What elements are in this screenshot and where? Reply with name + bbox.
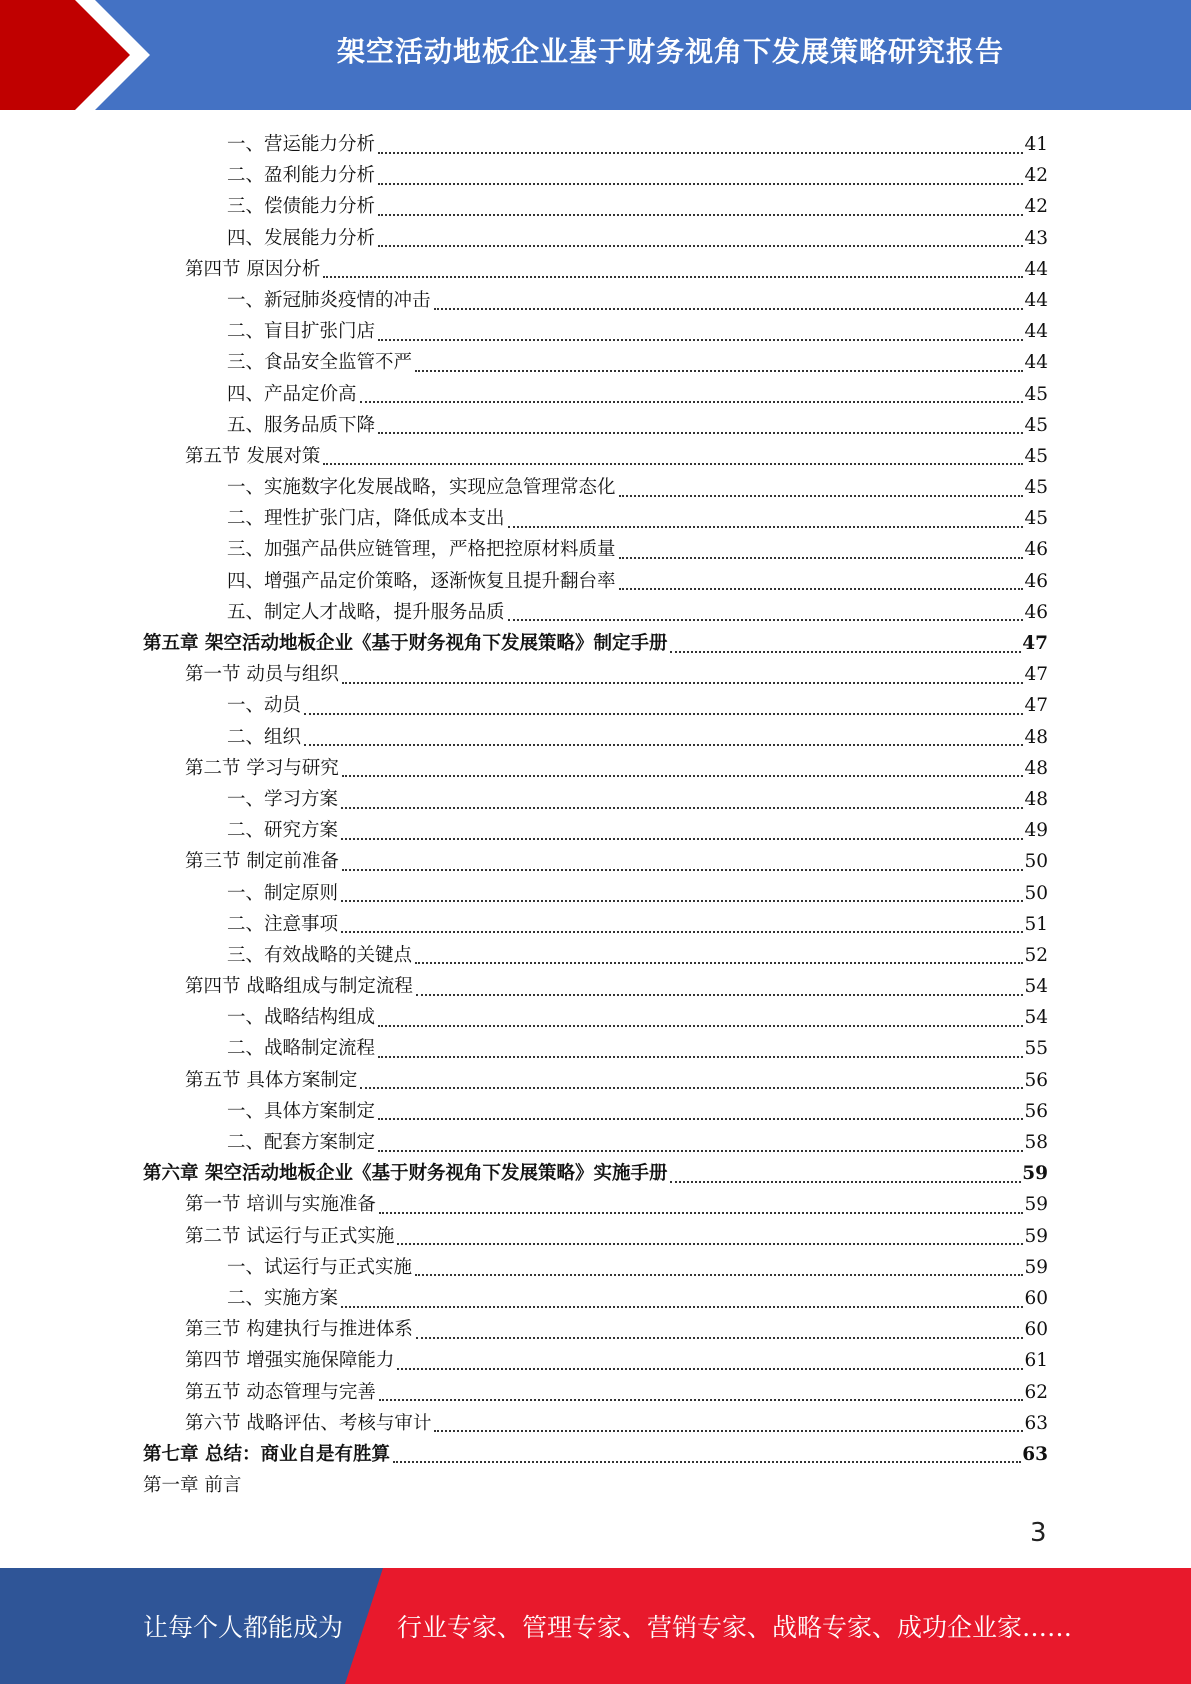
toc-dot-leader [508,619,1024,621]
toc-dot-leader [342,682,1024,684]
toc-entry-label: 二、盈利能力分析 [227,165,376,187]
toc-entry[interactable] [143,690,1048,721]
toc-entry-label: 第二节 试运行与正式实施 [185,1225,395,1247]
toc-entry-label: 第一节 培训与实施准备 [185,1194,376,1216]
toc-dot-leader [397,1368,1023,1370]
toc-entry-label: 一、制定原则 [227,882,339,904]
toc-entry-page: 54 [1024,1007,1048,1029]
toc-entry-label: 三、食品安全监管不严 [227,352,413,374]
toc-entry-label: 三、有效战略的关键点 [227,944,413,966]
toc-section-entry[interactable] [143,971,1048,1002]
toc-entry-label: 三、偿债能力分析 [227,196,376,218]
toc-entry-label: 第三节 制定前准备 [185,851,339,873]
toc-dot-leader [415,1274,1023,1276]
toc-entry[interactable] [143,1470,1048,1501]
toc-dot-leader [341,900,1023,902]
toc-entry-page: 44 [1024,258,1048,280]
toc-entry-page: 46 [1024,570,1048,592]
toc-entry[interactable] [143,815,1048,846]
toc-dot-leader [416,1337,1024,1339]
toc-entry-label: 第四节 战略组成与制定流程 [185,976,413,998]
toc-entry-label: 第三节 构建执行与推进体系 [185,1319,413,1341]
toc-entry-page: 44 [1024,352,1048,374]
toc-entry[interactable] [143,909,1048,940]
toc-section-entry[interactable] [143,1377,1048,1408]
toc-entry-page: 42 [1024,196,1048,218]
toc-dot-leader [415,962,1023,964]
toc-entry[interactable] [143,285,1048,316]
toc-entry-page: 46 [1024,601,1048,623]
toc-entry-page: 58 [1024,1132,1048,1153]
toc-section-entry[interactable] [143,753,1048,784]
toc-entry[interactable] [143,784,1048,815]
toc-entry-page: 52 [1024,944,1048,966]
toc-entry[interactable] [143,160,1048,191]
toc-section-entry[interactable] [143,1314,1048,1345]
toc-dot-leader [323,463,1023,465]
toc-entry-page: 59 [1022,1163,1048,1185]
toc-entry-page: 45 [1024,383,1048,405]
toc-dot-leader [670,651,1021,653]
toc-entry-page: 56 [1024,1069,1048,1091]
toc-entry[interactable] [143,597,1048,628]
toc-entry[interactable] [143,1283,1048,1314]
toc-dot-leader [378,1056,1023,1058]
toc-entry-label: 四、增强产品定价策略，逐渐恢复且提升翻台率 [227,570,616,592]
toc-dot-leader [341,807,1023,809]
toc-entry-label: 二、组织 [227,726,302,748]
toc-dot-leader [378,1118,1023,1120]
toc-entry-label: 二、研究方案 [227,820,339,842]
toc-dot-leader [342,775,1024,777]
toc-section-entry[interactable] [143,1345,1048,1376]
toc-entry-label: 二、盲目扩张门店 [227,321,376,343]
toc-chapter-entry[interactable] [143,628,1048,659]
toc-dot-leader [379,1212,1024,1214]
toc-entry-label: 一、战略结构组成 [227,1007,376,1029]
toc-entry-page: 43 [1024,227,1048,249]
toc-entry-page: 60 [1024,1287,1048,1309]
toc-entry-page: 59 [1024,1194,1048,1216]
toc-entry-label: 一、具体方案制定 [227,1100,376,1122]
toc-entry-page: 51 [1024,913,1048,935]
toc-entry-page: 47 [1022,633,1048,654]
toc-section-entry[interactable] [143,254,1048,285]
toc-dot-leader [508,526,1024,528]
toc-section-entry[interactable] [143,659,1048,690]
toc-dot-leader [670,1181,1021,1183]
toc-entry-label: 第四节 增强实施保障能力 [185,1350,395,1372]
toc-entry-label: 一、实施数字化发展战略，实现应急管理常态化 [227,477,616,499]
toc-entry-label: 第七章 总结：商业自是有胜算 [143,1443,390,1465]
page-number: 3 [1030,1518,1047,1548]
toc-chapter-entry[interactable] [143,1439,1048,1470]
toc-section-entry[interactable] [143,1065,1048,1096]
toc-dot-leader [397,1243,1023,1245]
toc-dot-leader [341,1306,1023,1308]
toc-entry-label: 第五节 发展对策 [185,445,321,467]
toc-entry-page: 50 [1024,851,1048,873]
toc-dot-leader [379,1399,1024,1401]
toc-entry[interactable] [143,878,1048,909]
toc-entry-label: 一、学习方案 [227,788,339,810]
toc-entry-label: 四、发展能力分析 [227,227,376,249]
toc-entry-page: 59 [1024,1256,1048,1278]
toc-section-entry[interactable] [143,846,1048,877]
toc-entry-label: 第六节 战略评估、考核与审计 [185,1412,432,1434]
toc-chapter-entry[interactable] [143,1158,1048,1189]
toc-dot-leader [341,931,1023,933]
toc-entry-label: 一、动员 [227,695,302,717]
toc-section-entry[interactable] [143,1189,1048,1220]
toc-entry-label: 五、制定人才战略，提升服务品质 [227,601,505,623]
toc-entry-label: 三、加强产品供应链管理，严格把控原材料质量 [227,539,616,561]
toc-entry-page: 45 [1024,508,1048,530]
toc-entry-label: 第六章 架空活动地板企业《基于财务视角下发展策略》实施手册 [143,1163,668,1185]
toc-dot-leader [415,370,1023,372]
toc-dot-leader [378,183,1023,185]
toc-entry-label: 第一章 前言 [143,1475,242,1497]
toc-entry-page: 48 [1024,788,1048,810]
toc-entry[interactable] [143,379,1048,410]
toc-entry[interactable] [143,1033,1048,1064]
toc-entry-label: 五、服务品质下降 [227,414,376,436]
toc-entry[interactable] [143,1096,1048,1127]
toc-dot-leader [378,339,1023,341]
toc-entry-label: 第五节 动态管理与完善 [185,1381,376,1403]
page-header [0,0,1191,110]
toc-entry[interactable] [143,410,1048,441]
toc-entry[interactable] [143,1127,1048,1158]
toc-entry-page: 50 [1024,882,1048,904]
toc-entry[interactable] [143,472,1048,503]
footer-slogan-right: 行业专家、管理专家、营销专家、战略专家、成功企业家…… [397,1613,1073,1642]
toc-entry-page: 54 [1024,976,1048,998]
toc-entry[interactable] [143,347,1048,378]
toc-dot-leader [378,152,1023,154]
toc-dot-leader [416,994,1024,996]
toc-entry-page: 47 [1024,695,1048,717]
toc-entry-label: 第五节 具体方案制定 [185,1069,358,1091]
toc-dot-leader [619,557,1024,559]
toc-entry[interactable] [143,316,1048,347]
toc-entry-page: 42 [1024,165,1048,187]
toc-entry-page: 49 [1024,820,1048,842]
toc-entry[interactable] [143,191,1048,222]
toc-dot-leader [342,869,1024,871]
toc-dot-leader [323,276,1023,278]
toc-dot-leader [434,1430,1023,1432]
toc-dot-leader [304,713,1023,715]
toc-entry-page: 46 [1024,539,1048,561]
page-footer [0,1568,1191,1684]
toc-section-entry[interactable] [143,1221,1048,1252]
toc-entry-label: 二、理性扩张门店，降低成本支出 [227,508,505,530]
toc-entry-label: 第二节 学习与研究 [185,757,339,779]
toc-dot-leader [378,214,1023,216]
toc-entry-label: 二、注意事项 [227,913,339,935]
toc-entry[interactable] [143,722,1048,753]
toc-entry-label: 第四节 原因分析 [185,258,321,280]
toc-section-entry[interactable] [143,441,1048,472]
toc-entry-page: 41 [1024,134,1048,155]
toc-entry[interactable] [143,1252,1048,1283]
toc-entry-page: 59 [1024,1225,1048,1247]
toc-entry[interactable] [143,1002,1048,1033]
toc-dot-leader [619,588,1024,590]
toc-dot-leader [378,245,1023,247]
toc-entry-label: 一、营运能力分析 [227,134,376,155]
footer-slogan-left: 让每个人都能成为 [143,1613,344,1642]
toc-entry-label: 第五章 架空活动地板企业《基于财务视角下发展策略》制定手册 [143,633,668,654]
toc-dot-leader [619,495,1024,497]
toc-entry-page: 44 [1024,289,1048,311]
toc-dot-leader [304,744,1023,746]
toc-entry-page: 47 [1024,664,1048,686]
toc-entry-label: 二、战略制定流程 [227,1038,376,1060]
toc-entry-page: 48 [1024,757,1048,779]
toc-dot-leader [378,432,1023,434]
toc-dot-leader [434,308,1024,310]
toc-entry-page: 60 [1024,1319,1048,1341]
toc-dot-leader [378,1150,1023,1152]
toc-entry-page: 44 [1024,321,1048,343]
toc-entry-page: 45 [1024,477,1048,499]
toc-entry-page: 45 [1024,414,1048,436]
toc-entry[interactable] [143,503,1048,534]
toc-dot-leader [360,401,1024,403]
toc-dot-leader [360,1087,1023,1089]
toc-entry-label: 四、产品定价高 [227,383,357,405]
toc-entry-page: 63 [1024,1412,1048,1434]
toc-entry-page: 63 [1022,1443,1048,1465]
table-of-contents [143,129,1048,1501]
toc-entry-page: 56 [1024,1100,1048,1122]
toc-entry[interactable] [143,534,1048,565]
toc-entry-label: 二、配套方案制定 [227,1132,376,1153]
toc-entry[interactable] [143,223,1048,254]
toc-entry[interactable] [143,566,1048,597]
toc-entry-label: 一、新冠肺炎疫情的冲击 [227,289,431,311]
toc-section-entry[interactable] [143,1408,1048,1439]
toc-dot-leader [393,1461,1021,1463]
toc-entry-label: 第一节 动员与组织 [185,664,339,686]
toc-entry-page: 55 [1024,1038,1048,1060]
toc-entry-page: 62 [1024,1381,1048,1403]
toc-entry[interactable] [143,129,1048,160]
toc-dot-leader [378,1025,1023,1027]
toc-dot-leader [341,838,1023,840]
toc-entry-page: 61 [1024,1350,1048,1372]
toc-entry[interactable] [143,940,1048,971]
toc-entry-label: 一、试运行与正式实施 [227,1256,413,1278]
document-title: 架空活动地板企业基于财务视角下发展策略研究报告 [336,35,1004,68]
toc-entry-page: 45 [1024,445,1048,467]
toc-entry-label: 二、实施方案 [227,1287,339,1309]
toc-entry-page: 48 [1024,726,1048,748]
